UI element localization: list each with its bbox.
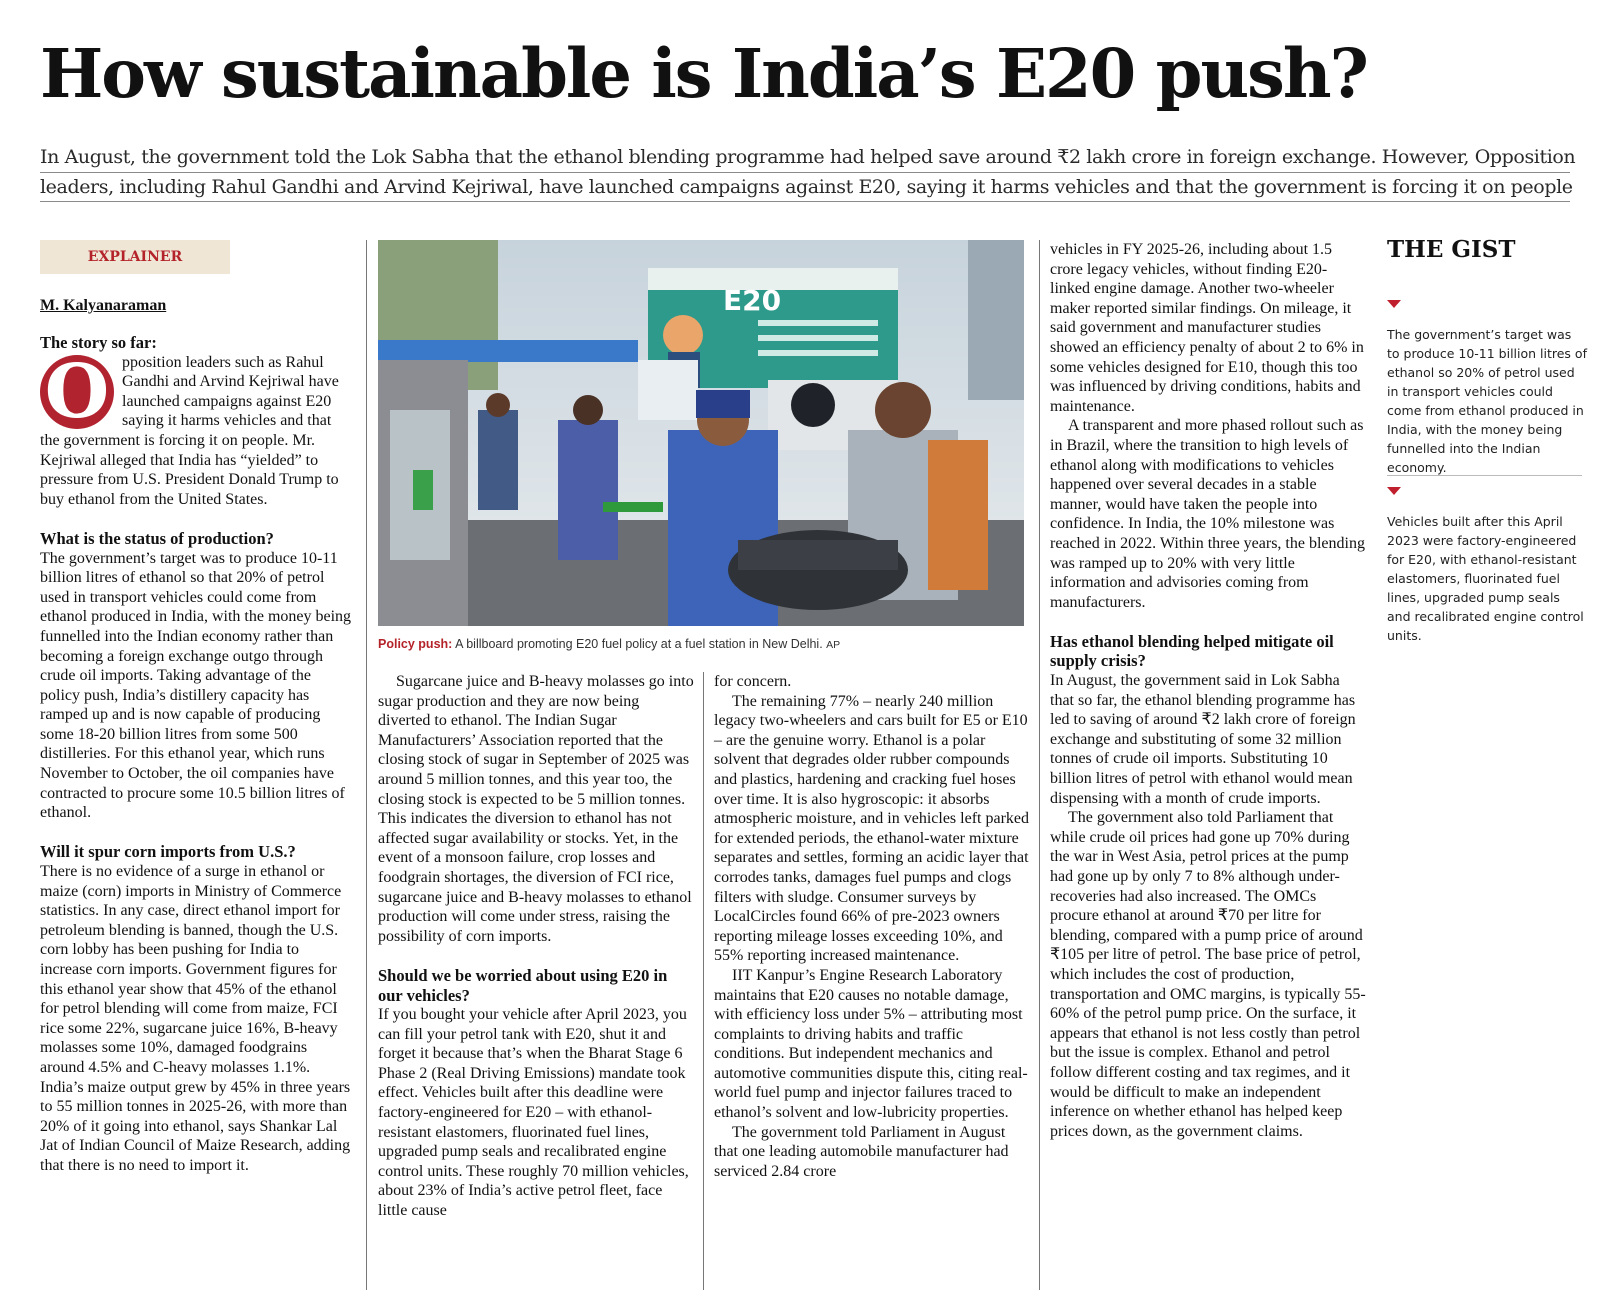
section-label: EXPLAINER bbox=[40, 240, 230, 274]
column-4 bbox=[1050, 240, 1366, 1141]
column-divider bbox=[703, 672, 704, 1290]
worried-paragraph: If you bought your vehicle after April 2023, you can fill your petrol tank with E20, shut it and forget it because that’s when the Bharat Stage 6 Phase 2 (Real Driving Emissions) mandate took effect. Vehicles built after this deadline were factory-engineered for E20 – with ethanol-resistant elastomers, fluorinated fuel lines, upgraded pump seals and recalibrated engine control units. These roughly 70 million vehicles, about 23% of India’s active petrol fleet, face little cause bbox=[378, 1006, 689, 1220]
billboard-text: E20 bbox=[723, 284, 782, 317]
column-3 bbox=[714, 672, 1030, 1181]
drop-cap: O bbox=[40, 355, 114, 429]
caption-text: A billboard promoting E20 fuel policy at a fuel station in New Delhi. bbox=[452, 637, 823, 651]
standfirst-line: In August, the government told the Lok Sabha that the ethanol blending programme had helped save around ₹2 lakh crore in foreign exchange. However, Opposition bbox=[40, 143, 1570, 173]
continued-paragraph: for concern. bbox=[714, 673, 792, 690]
standfirst bbox=[40, 143, 1576, 202]
caption-credit: AP bbox=[826, 639, 841, 651]
column-divider bbox=[366, 240, 367, 1290]
column-2 bbox=[378, 672, 694, 1221]
triangle-marker-icon bbox=[1387, 487, 1401, 495]
production-paragraph: The government’s target was to produce 10-11 billion litres of ethanol so that 20% of petrol used in transport vehicles could come from ethanol produced in India, with the money being funnelled into the Indian economy rather than becoming a foreign exchange outgo through crude oil imports. Taking advantage of the policy push, India’s distillery capacity has ramped up and is now capable of producing some 18-20 billion litres from some 500 distilleries. For this ethanol year, which runs November to October, the oil companies have contracted to procure some 10.5 billion litres of ethanol. bbox=[40, 549, 352, 822]
intro-paragraph: O pposition leaders such as Rahul Gandhi and Arvind Kejriwal have launched campaigns against E20 saying it harms vehicles and that the government is forcing it on people. Mr. Kejriwal alleged that India has “yielded” to pressure from U.S. President Donald Trump to buy ethanol from the United States. bbox=[40, 353, 339, 508]
iit-kanpur-paragraph: IIT Kanpur’s Engine Research Laboratory maintains that E20 causes no notable damage, with efficiency loss under 5% – attributing most complaints to driving habits and traffic conditions. But independent mechanics and automotive communities dispute this, citing real-world fuel pump and injector failures traced to ethanol’s solvent and low-lubricity properties. bbox=[714, 966, 1028, 1122]
legacy-vehicles-paragraph: The remaining 77% – nearly 240 million legacy two-wheelers and cars built for E5 or E10 – are the genuine worry. Ethanol is a polar solvent that degrades older rubber compounds and plastics, hardening and cracking fuel hoses over time. It is also hygroscopic: it absorbs atmospheric moisture, and in vehicles left parked for extended periods, the ethanol-water mixture separates and settles, forming an acidic layer that corrodes tanks, damages fuel pumps and clogs filters with sludge. Consumer surveys by LocalCircles found 66% of pre-2023 owners reporting mileage losses exceeding 10%, and 55% reporting increased maintenance. bbox=[714, 692, 1030, 965]
sugar-paragraph: Sugarcane juice and B-heavy molasses go into sugar production and they are now being diverted to ethanol. The Indian Sugar Manufacturers’ Association reported that the closing stock of sugar in September of 2025 was around 5 million tonnes, and this year too, the closing stock is expected to be 5 million tonnes. This indicates the diversion to ethanol has not affected sugar availability or stocks. Yet, in the event of a monsoon failure, crop losses and foodgrain shortages, the diversion of FCI rice, sugarcane juice and B-heavy molasses to ethanol production will come under stress, raising the possibility of corn imports. bbox=[378, 673, 694, 945]
brazil-paragraph: A transparent and more phased rollout such as in Brazil, where the transition to high levels of ethanol along with modifications to vehicles happened over several decades in a stable manner, would have taken the people into confidence. In India, the 10% milestone was reached in 2022. Within three years, the blending was ramped up to 20% with very little information and advisories coming from manufacturers. bbox=[1050, 417, 1365, 611]
photo-caption bbox=[378, 637, 1038, 651]
story-so-far-heading: The story so far: bbox=[40, 333, 157, 352]
triangle-marker-icon bbox=[1387, 300, 1401, 308]
gist-divider bbox=[1387, 475, 1582, 476]
vehicles-paragraph: vehicles in FY 2025-26, including about 1.5 crore legacy vehicles, without finding E20-linked engine damage. Another two-wheeler maker reported similar findings. On mileage, it said government and manufacturer studies showed an efficiency penalty of about 2 to 6% in some vehicles designed for E10, though this too was influenced by driving conditions, habits and maintenance. bbox=[1050, 241, 1364, 415]
fuel-station-photo-icon bbox=[378, 240, 1024, 626]
headline: How sustainable is India’s E20 push? bbox=[40, 34, 1367, 113]
gist-item: Vehicles built after this April 2023 were factory-engineered for E20, with ethanol-resistant elastomers, fluorinated fuel lines, upgraded pump seals and recalibrated engine control units. bbox=[1387, 514, 1584, 643]
worried-heading: Should we be worried about using E20 in our vehicles? bbox=[378, 965, 668, 1005]
byline[interactable]: M. Kalyanaraman bbox=[40, 297, 167, 314]
oil-crisis-heading: Has ethanol blending helped mitigate oil supply crisis? bbox=[1050, 631, 1334, 671]
standfirst-line: leaders, including Rahul Gandhi and Arvind Kejriwal, have launched campaigns against E20, saying it harms vehicles and that the government is forcing it on people bbox=[40, 173, 1570, 203]
production-heading: What is the status of production? bbox=[40, 528, 274, 548]
gist-title: THE GIST bbox=[1387, 236, 1516, 263]
gist-item: The government’s target was to produce 10-11 billion litres of ethanol so 20% of petrol used in transport vehicles could come from ethanol produced in India, with the money being funnelled into the Indian economy. bbox=[1387, 327, 1587, 475]
corn-imports-heading: Will it spur corn imports from U.S.? bbox=[40, 842, 296, 862]
news-photo bbox=[378, 240, 1024, 626]
corn-imports-paragraph: There is no evidence of a surge in ethanol or maize (corn) imports in Ministry of Commerce statistics. In any case, direct ethanol import for petroleum blending is banned, though the U.S. corn lobby has been pushing for India to increase corn imports. Government figures for this ethanol year show that 45% of the ethanol for petrol blending will come from maize, FCI rice some 22%, sugarcane juice 16%, B-heavy molasses some 10%, damaged foodgrains around 4.5% and C-heavy molasses 1.1%. India’s maize output grew by 45% in three years to 55 million tonnes in 2025-26, with more than 20% of it going into ethanol, says Shankar Lal Jat of Indian Council of Maize Research, adding that there is no need to import it. bbox=[40, 863, 351, 1174]
column-divider bbox=[1039, 240, 1040, 1290]
oil-crisis-paragraph: In August, the government said in Lok Sabha that so far, the ethanol blending programme has led to saving of around ₹2 lakh crore of foreign exchange and substituting of some 32 million tonnes of crude oil imports. Substituting 10 billion litres of petrol with ethanol would mean dispensing with a month of crude imports. bbox=[1050, 672, 1356, 807]
parliament-paragraph: The government told Parliament in August that one leading automobile manufacturer had serviced 2.84 crore bbox=[714, 1123, 1009, 1180]
caption-lead: Policy push: bbox=[378, 637, 453, 651]
column-1 bbox=[40, 240, 354, 1176]
prices-paragraph: The government also told Parliament that while crude oil prices had gone up 70% during the war in West Asia, petrol prices at the pump had gone up by only 7 to 8% although under-recoveries had also increased. The OMCs procure ethanol at around ₹70 per litre for blending, compared with a pump price of around ₹105 per litre of petrol. The base price of petrol, which includes the cost of production, transportation and OMC margins, is typically 55-60% of the petrol pump price. On the surface, it appears that ethanol is not less costly than petrol but the issue is complex. Ethanol and petrol follow different costing and tax regimes, and it would be difficult to make an independent inference on whether ethanol has helped keep prices down, as the government claims. bbox=[1050, 809, 1366, 1140]
